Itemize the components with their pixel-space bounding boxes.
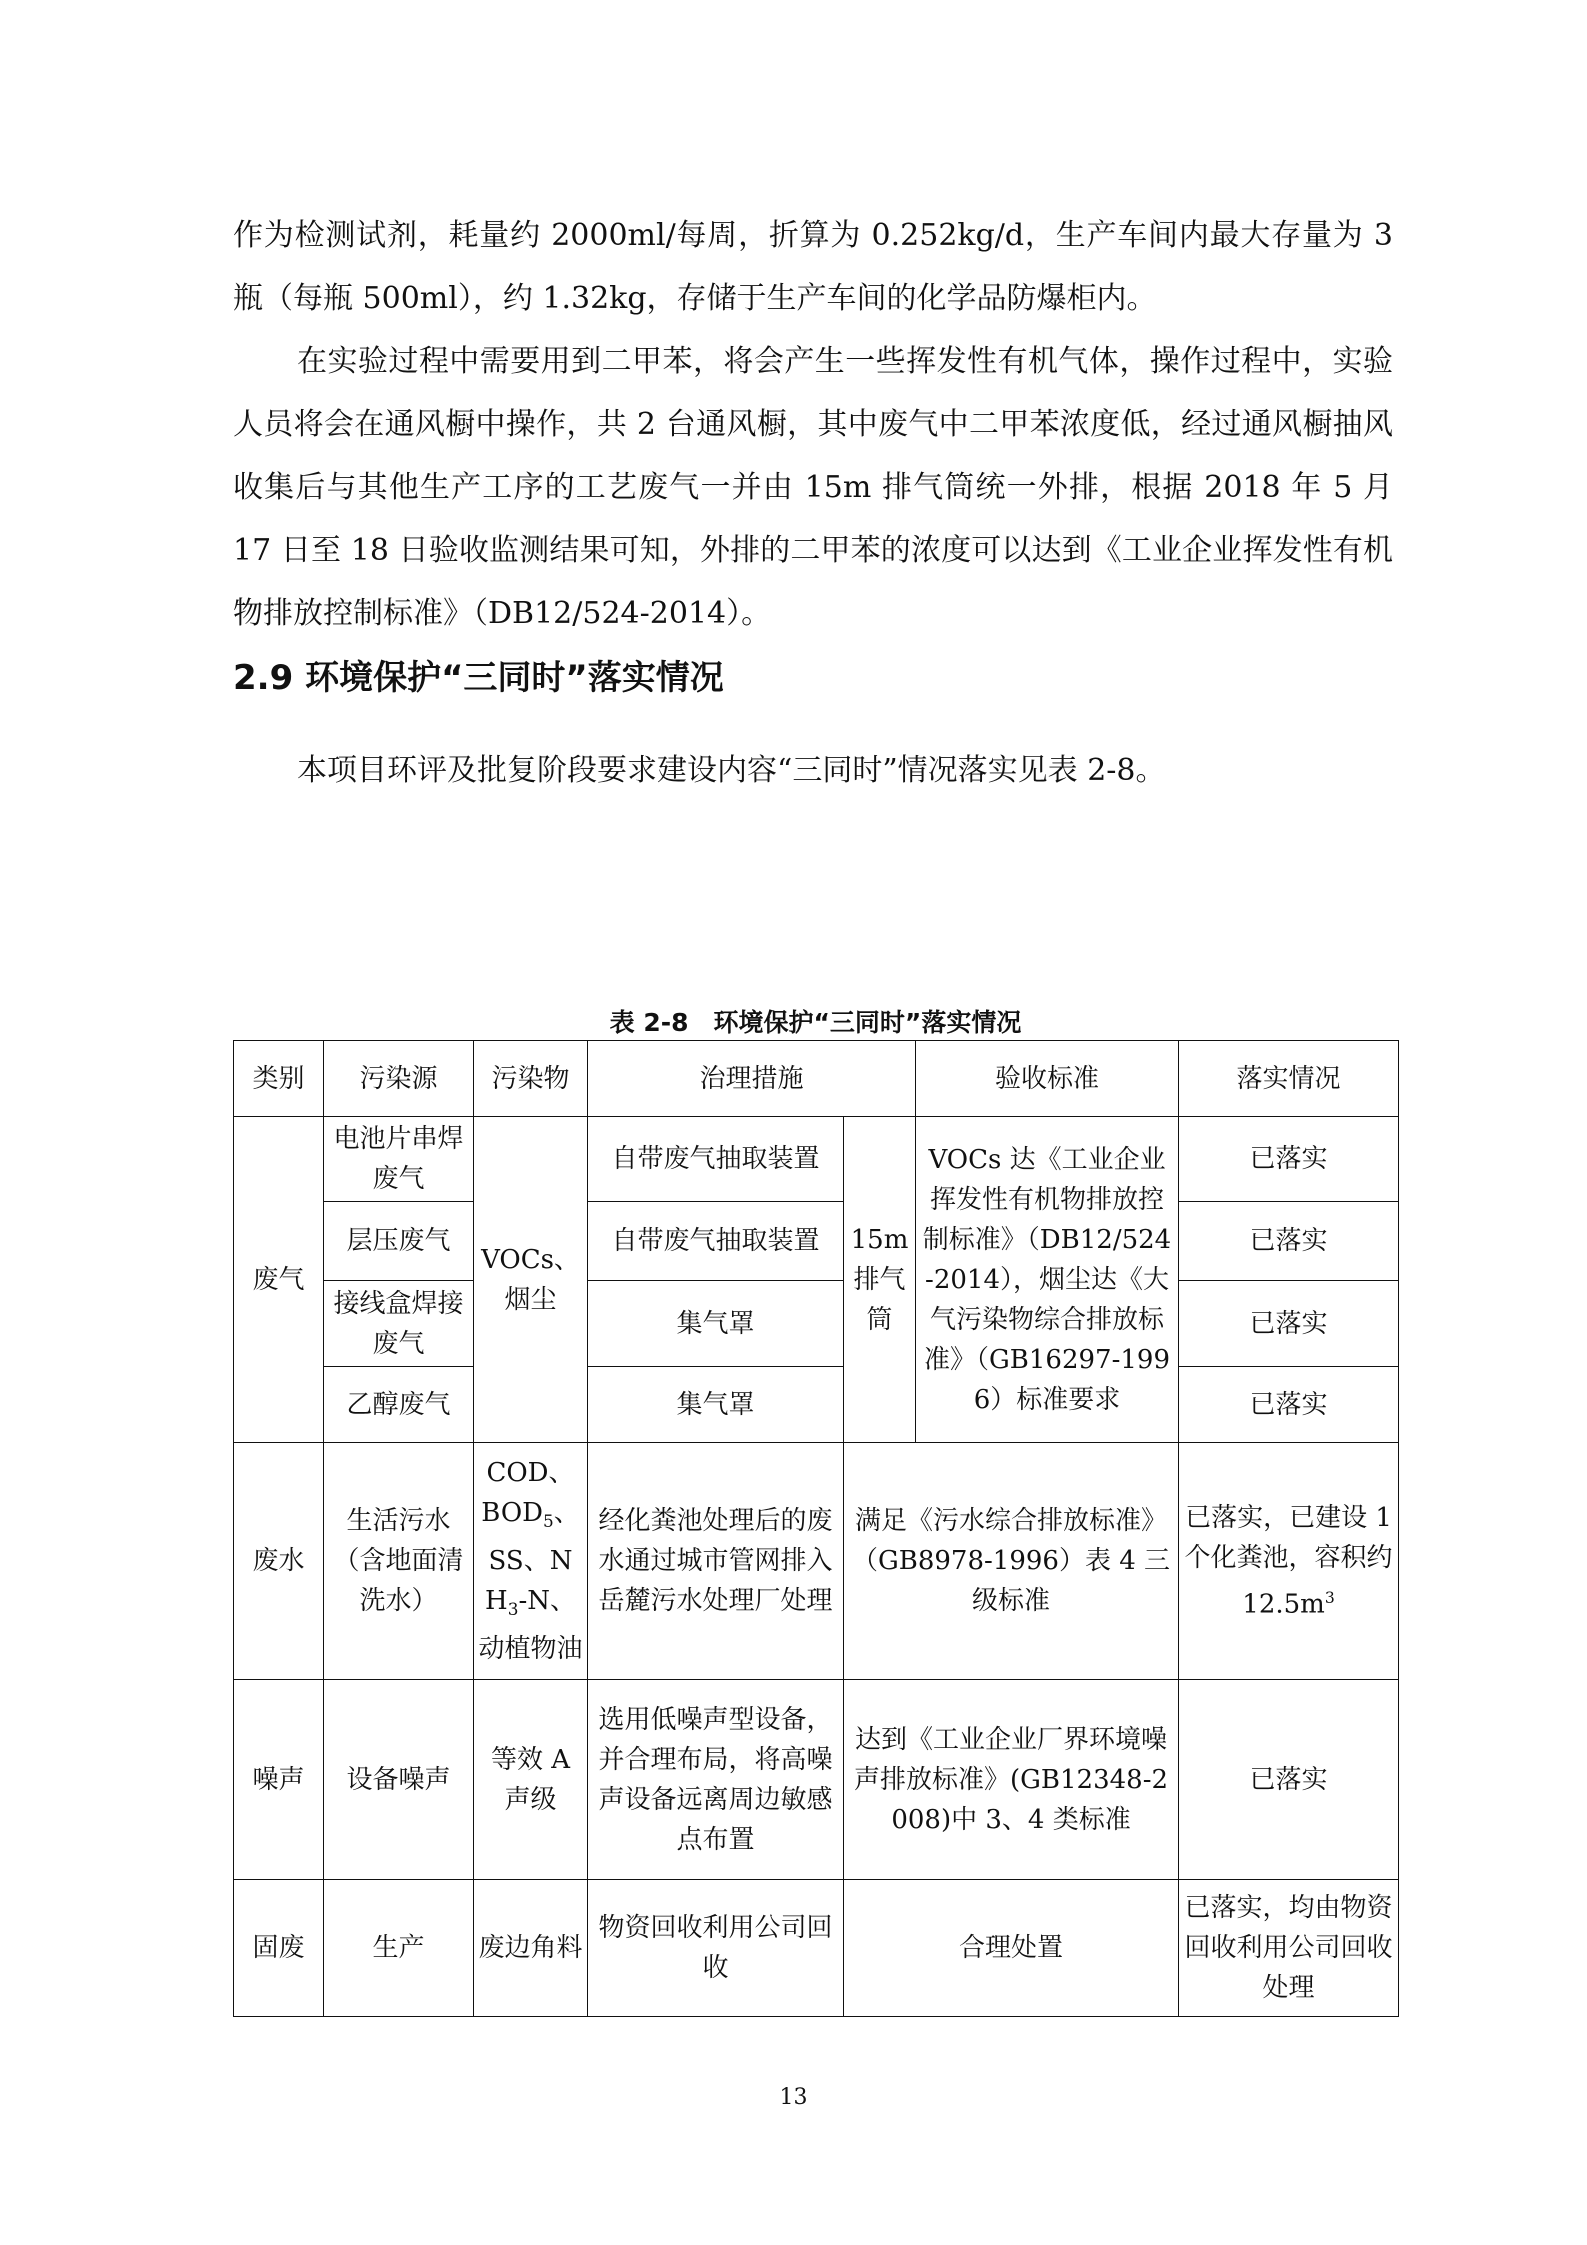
table-row	[234, 1367, 1399, 1443]
solid-source: 生产	[324, 1880, 474, 2017]
page-number: 13	[779, 2085, 808, 2110]
gas-measure-1: 自带废气抽取装置	[588, 1117, 844, 1202]
noise-source: 设备噪声	[324, 1680, 474, 1880]
table-row	[234, 1680, 1399, 1880]
paragraph-2: 在实验过程中需要用到二甲苯，将会产生一些挥发性有机气体，操作过程中，实验人员将会在通风橱中操作，共 2 台通风橱，其中废气中二甲苯浓度低，经过通风橱抽风收集后与其他生产工序的工艺废气一并由 15m 排气筒统一外排，根据 2018 年 5 月 17 日至 18 日验收监测结果可知，外排的二甲苯的浓度可以达到《工业企业挥发性有机物排放控制标准》（DB12/524-2014）。	[233, 344, 1393, 631]
water-pollutant: COD、$BOD_5$、SS、$NH_3-N$、动植物油	[474, 1443, 588, 1680]
table-row	[234, 1202, 1399, 1281]
header-category: 类别	[234, 1041, 324, 1117]
noise-status: 已落实	[1179, 1680, 1399, 1880]
water-status: 已落实，已建设 1 个化粪池，容积约 $12.5m^3$	[1179, 1443, 1399, 1680]
solid-status: 已落实，均由物资回收利用公司回收处理	[1179, 1880, 1399, 2017]
gas-status-4: 已落实	[1179, 1367, 1399, 1443]
gas-status-3: 已落实	[1179, 1281, 1399, 1367]
gas-source-1: 电池片串焊废气	[324, 1117, 474, 1202]
gas-source-2: 层压废气	[324, 1202, 474, 1281]
solid-measure: 物资回收利用公司回收	[588, 1880, 844, 2017]
header-pollutant: 污染物	[474, 1041, 588, 1117]
header-standard: 验收标准	[916, 1041, 1179, 1117]
water-measure: 经化粪池处理后的废水通过城市管网排入岳麓污水处理厂处理	[588, 1443, 844, 1680]
gas-standard: VOCs 达《工业企业挥发性有机物排放控制标准》（DB12/524-2014），烟尘达《大气污染物综合排放标准》（GB16297-1996）标准要求	[916, 1117, 1179, 1443]
noise-measure: 选用低噪声型设备，并合理布局，将高噪声设备远离周边敏感点布置	[588, 1680, 844, 1880]
noise-pollutant: 等效 A 声级	[474, 1680, 588, 1880]
gas-status-2: 已落实	[1179, 1202, 1399, 1281]
water-source: 生活污水（含地面清洗水）	[324, 1443, 474, 1680]
header-measure: 治理措施	[588, 1041, 916, 1117]
solid-category: 固废	[234, 1880, 324, 2017]
gas-source-3: 接线盒焊接废气	[324, 1281, 474, 1367]
gas-stack: 15m 排气筒	[844, 1117, 916, 1443]
table-header-row	[234, 1041, 1399, 1117]
section-heading: 2.9 环境保护“三同时”落实情况	[233, 658, 724, 698]
table-row	[234, 1117, 1399, 1202]
gas-pollutant: VOCs、烟尘	[474, 1117, 588, 1443]
header-source: 污染源	[324, 1041, 474, 1117]
table-row	[234, 1281, 1399, 1367]
gas-status-1: 已落实	[1179, 1117, 1399, 1202]
paragraph-3: 本项目环评及批复阶段要求建设内容“三同时”情况落实见表 2-8。	[297, 753, 1166, 788]
gas-category: 废气	[234, 1117, 324, 1443]
gas-source-4: 乙醇废气	[324, 1367, 474, 1443]
noise-standard: 达到《工业企业厂界环境噪声排放标准》(GB12348-2008)中 3、4 类标准	[844, 1680, 1179, 1880]
solid-pollutant: 废边角料	[474, 1880, 588, 2017]
water-standard: 满足《污水综合排放标准》（GB8978-1996）表 4 三级标准	[844, 1443, 1179, 1680]
paragraph-1: 作为检测试剂，耗量约 2000ml/每周，折算为 0.252kg/d，生产车间内最大存量为 3 瓶（每瓶 500ml），约 1.32kg，存储于生产车间的化学品防爆柜内。	[233, 218, 1393, 316]
water-category: 废水	[234, 1443, 324, 1680]
gas-measure-3: 集气罩	[588, 1281, 844, 1367]
noise-category: 噪声	[234, 1680, 324, 1880]
table-row	[234, 1443, 1399, 1680]
gas-measure-2: 自带废气抽取装置	[588, 1202, 844, 1281]
three-simultaneous-table	[233, 1040, 1399, 2017]
header-status: 落实情况	[1179, 1041, 1399, 1117]
table-row	[234, 1880, 1399, 2017]
solid-standard: 合理处置	[844, 1880, 1179, 2017]
gas-measure-4: 集气罩	[588, 1367, 844, 1443]
table-caption: 表 2-8 环境保护“三同时”落实情况	[609, 1008, 1022, 1037]
